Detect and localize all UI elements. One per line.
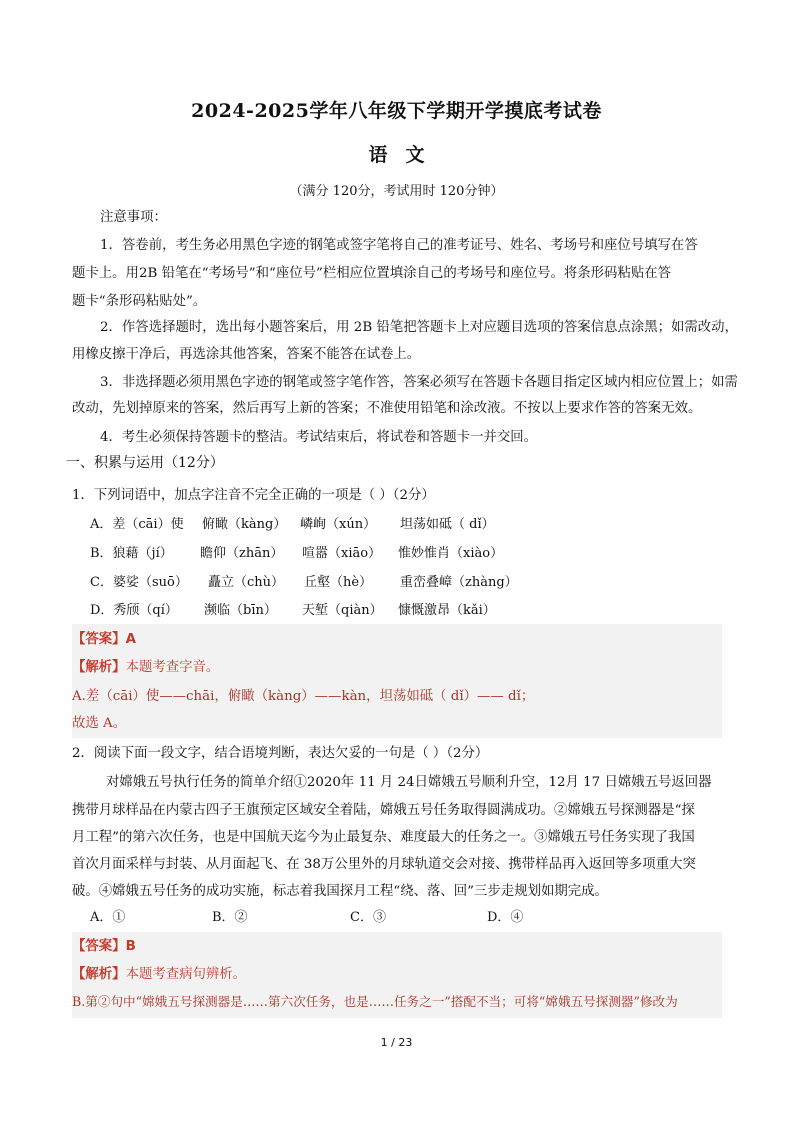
- analysis-label: 【解析】: [72, 660, 126, 675]
- option-c-word-2: 矗立（chù）: [208, 575, 285, 590]
- option-a-word-3: 嶙峋（xún）: [300, 517, 377, 532]
- analysis-line: [72, 656, 732, 675]
- option-b-word-2: 瞻仰（zhān）: [200, 546, 284, 561]
- option-c: C．③: [350, 910, 386, 925]
- option-c-word-3: 丘壑（hè）: [304, 575, 373, 590]
- option-b-word-1: B．狼藉（jí）: [90, 546, 173, 561]
- option-d: D．④: [487, 910, 524, 925]
- passage-line: 月工程”的第六次任务，也是中国航天迄今为止最复杂、难度最大的任务之一。③嫦娥五号任务实现了我国: [72, 830, 695, 845]
- notice-line: 用橡皮擦干净后，再选涂其他答案，答案不能答在试卷上。: [72, 347, 421, 362]
- analysis-label: 【解析】: [72, 967, 126, 982]
- option-d-word-3: 天堑（qiàn）: [302, 603, 383, 618]
- answer-line: [72, 935, 732, 954]
- passage-line: 破。④嫦娥五号任务的成功实施，标志着我国探月工程“绕、落、回”三步走规划如期完成。: [72, 884, 608, 899]
- notice-heading: 注意事项：: [100, 210, 167, 225]
- answer-value: A: [125, 632, 136, 647]
- option-a-word-1: A．差（cāi）使: [90, 517, 184, 532]
- passage-line: 携带月球样品在内蒙古四子王旗预定区域安全着陆，嫦娥五号任务取得圆满成功。②嫦娥五号探测器是“探: [72, 803, 695, 818]
- notice-line: 2．作答选择题时，选出每小题答案后，用 2B 铅笔把答题卡上对应题目选项的答案信息点涂黑；如需改动，: [100, 320, 738, 335]
- option-a-word-4: 坦荡如砥（ dǐ）: [400, 517, 495, 532]
- notice-line: 1．答卷前，考生务必用黑色字迹的钢笔或签字笔将自己的准考证号、姓名、考场号和座位号填写在答: [100, 238, 698, 253]
- notice-line: 题卡“条形码粘贴处”。: [72, 294, 207, 309]
- score-time-line: （满分 120分，考试用时 120分钟）: [289, 184, 504, 199]
- answer-value: B: [125, 939, 136, 954]
- section-heading: 一、积累与运用（12分）: [66, 455, 224, 471]
- option-d-word-1: D．秀颀（qí）: [90, 603, 178, 618]
- answer-line: [72, 628, 732, 647]
- notice-line: 3．非选择题必须用黑色字迹的钢笔或签字笔作答，答案必须写在答题卡各题目指定区域内相应位置上；如需: [100, 375, 738, 390]
- analysis-line: [72, 963, 732, 982]
- answer-block-2: [72, 932, 722, 1018]
- option-b-word-4: 惟妙惟肖（xiào）: [398, 546, 504, 561]
- question-1-stem: 1．下列词语中，加点字注音不完全正确的一项是（ ）（2分）: [72, 488, 435, 503]
- analysis-conclusion: 故选 A。: [72, 716, 127, 731]
- analysis-detail: A.差（cāi）使——chāi，俯瞰（kàng）——kàn，坦荡如砥（ dǐ）—— dǐ；: [72, 689, 535, 704]
- answer-label: 【答案】: [72, 632, 126, 647]
- option-a-word-2: 俯瞰（kàng）: [202, 517, 287, 532]
- passage-line: 对嫦娥五号执行任务的简单介绍①2020年 11 月 24日嫦娥五号顺利升空，12月 17 日嫦娥五号返回器: [106, 775, 712, 790]
- analysis-text: 本题考查病句辨析。: [125, 967, 247, 982]
- notice-line: 改动，先划掉原来的答案，然后再写上新的答案；不准使用铅笔和涂改液。不按以上要求作答的答案无效。: [72, 401, 702, 416]
- analysis-text: 本题考查字音。: [125, 660, 220, 675]
- answer-block-1: [72, 624, 722, 738]
- option-c-word-4: 重峦叠嶂（zhàng）: [400, 575, 518, 590]
- option-d-word-2: 濒临（bīn）: [204, 603, 277, 618]
- notice-line: 4．考生必须保持答题卡的整洁。考试结束后，将试卷和答题卡一并交回。: [100, 430, 538, 445]
- page-title: 2024-2025学年八年级下学期开学摸底考试卷: [191, 100, 602, 122]
- option-c-word-1: C．婆娑（suō）: [90, 575, 188, 590]
- question-2-stem: 2．阅读下面一段文字，结合语境判断，表达欠妥的一句是（ ）（2分）: [72, 746, 489, 761]
- option-d-word-4: 慷慨激昂（kǎi）: [398, 603, 496, 618]
- option-b-word-3: 喧嚣（xiāo）: [302, 546, 382, 561]
- option-a: A．①: [90, 910, 126, 925]
- analysis-detail: B.第②句中“嫦娥五号探测器是……第六次任务，也是……任务之一”搭配不当；可将“嫦娥五号探测器”修改为: [72, 994, 678, 1009]
- notice-line: 题卡上。用2B 铅笔在“考场号”和“座位号”栏相应位置填涂自己的考场号和座位号。将条形码粘贴在答: [72, 266, 672, 281]
- subject-title: 语文: [368, 144, 443, 166]
- option-b: B．②: [212, 910, 248, 925]
- page-number: 1 / 23: [380, 1036, 413, 1049]
- answer-label: 【答案】: [72, 939, 126, 954]
- passage-line: 首次月面采样与封装、从月面起飞、在 38万公里外的月球轨道交会对接、携带样品再入返回等多项重大突: [72, 857, 696, 872]
